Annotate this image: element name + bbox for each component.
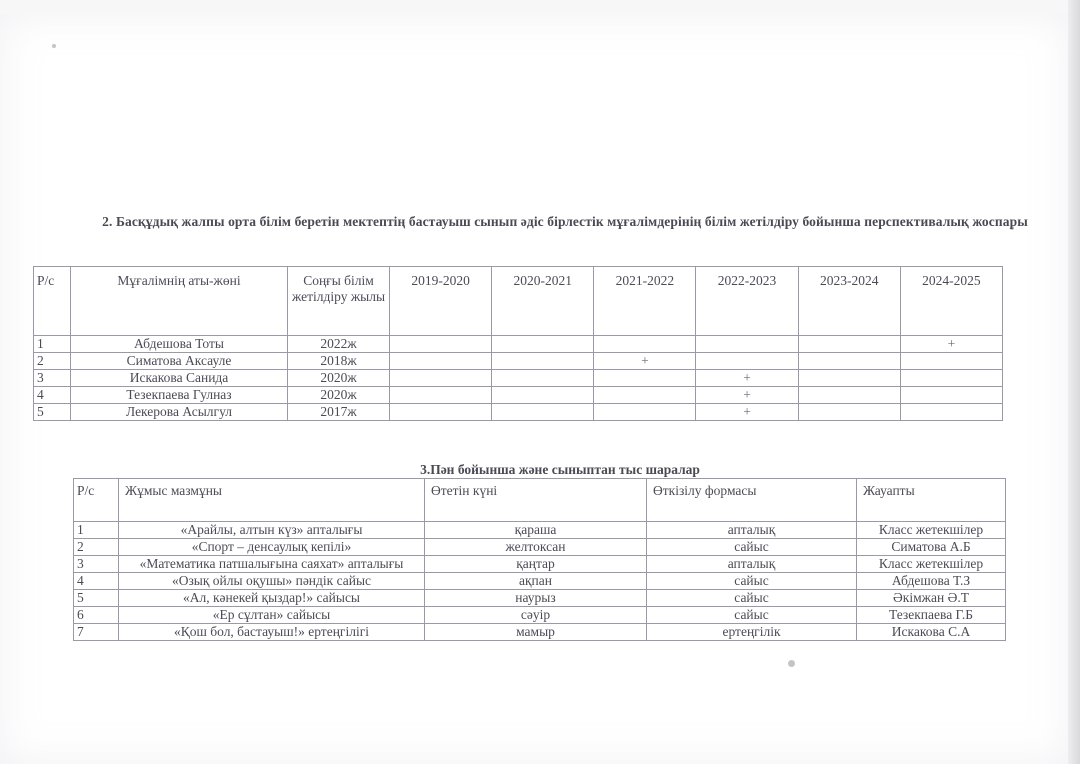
table-row <box>34 404 1003 421</box>
header-year: 2021-2022 <box>594 267 696 336</box>
activity-name: «Спорт – денсаулық кепілі» <box>119 539 425 556</box>
plan-mark: + <box>696 387 798 404</box>
table-header-row <box>74 479 1006 522</box>
scan-edge <box>1068 0 1080 764</box>
row-number: 1 <box>34 336 71 353</box>
plan-mark <box>492 387 594 404</box>
event-form: сайыс <box>647 573 857 590</box>
plan-mark <box>594 336 696 353</box>
scan-speck <box>788 660 795 667</box>
plan-mark <box>390 370 492 387</box>
plan-mark <box>900 353 1002 370</box>
table-row <box>74 573 1006 590</box>
plan-mark: + <box>594 353 696 370</box>
event-form: сайыс <box>647 607 857 624</box>
responsible-person: Әкімжан Ә.Т <box>857 590 1006 607</box>
event-form: ертеңгілік <box>647 624 857 641</box>
table-row <box>74 624 1006 641</box>
row-number: 5 <box>34 404 71 421</box>
header-last-training: Соңғы білім жетілдіру жылы <box>288 267 390 336</box>
row-number: 3 <box>34 370 71 387</box>
event-date: сәуір <box>425 607 647 624</box>
last-training-year: 2018ж <box>288 353 390 370</box>
event-date: мамыр <box>425 624 647 641</box>
row-number: 4 <box>34 387 71 404</box>
plan-mark: + <box>696 404 798 421</box>
header-name: Мұғалімнің аты-жөні <box>71 267 288 336</box>
header-no: Р/с <box>74 479 119 522</box>
plan-mark <box>492 370 594 387</box>
teacher-name: Искакова Санида <box>71 370 288 387</box>
table-row <box>34 387 1003 404</box>
plan-mark <box>492 353 594 370</box>
responsible-person: Абдешова Т.З <box>857 573 1006 590</box>
table-header-row <box>34 267 1003 336</box>
activity-name: «Қош бол, бастауыш!» ертеңгілігі <box>119 624 425 641</box>
header-year: 2022-2023 <box>696 267 798 336</box>
table-row <box>34 370 1003 387</box>
event-date: ақпан <box>425 573 647 590</box>
table-row <box>74 607 1006 624</box>
responsible-person: Симатова А.Б <box>857 539 1006 556</box>
plan-mark <box>798 370 900 387</box>
header-date: Өтетін күні <box>425 479 647 522</box>
plan-mark: + <box>696 370 798 387</box>
activity-name: «Арайлы, алтын күз» апталығы <box>119 522 425 539</box>
row-number: 4 <box>74 573 119 590</box>
plan-mark: + <box>900 336 1002 353</box>
plan-mark <box>390 336 492 353</box>
plan-mark <box>390 387 492 404</box>
training-plan-table <box>33 266 1003 421</box>
activity-name: «Математика патшалығына саяхат» апталығы <box>119 556 425 573</box>
teacher-name: Абдешова Тоты <box>71 336 288 353</box>
event-date: қаңтар <box>425 556 647 573</box>
row-number: 1 <box>74 522 119 539</box>
plan-mark <box>900 404 1002 421</box>
event-form: сайыс <box>647 539 857 556</box>
header-form: Өткізілу формасы <box>647 479 857 522</box>
plan-title: 2. Басқұдық жалпы орта білім беретін мектептің бастауыш сынып әдіс бірлестік мұғалімдерінің білім жетілдіру бойынша перспективалық жоспары <box>102 214 1028 229</box>
plan-mark <box>798 353 900 370</box>
teacher-name: Тезекпаева Гулназ <box>71 387 288 404</box>
last-training-year: 2017ж <box>288 404 390 421</box>
events-table <box>73 478 1006 641</box>
row-number: 2 <box>74 539 119 556</box>
plan-mark <box>594 370 696 387</box>
row-number: 2 <box>34 353 71 370</box>
event-form: сайыс <box>647 590 857 607</box>
events-title: 3.Пән бойынша және сыныптан тыс шаралар <box>420 462 700 477</box>
event-date: желтоксан <box>425 539 647 556</box>
header-no: Р/с <box>34 267 71 336</box>
plan-mark <box>492 336 594 353</box>
header-year: 2020-2021 <box>492 267 594 336</box>
plan-mark <box>900 387 1002 404</box>
responsible-person: Искакова С.А <box>857 624 1006 641</box>
header-year: 2023-2024 <box>798 267 900 336</box>
plan-mark <box>900 370 1002 387</box>
event-date: наурыз <box>425 590 647 607</box>
event-date: қараша <box>425 522 647 539</box>
activity-name: «Озық ойлы оқушы» пәндік сайыс <box>119 573 425 590</box>
table-row <box>74 590 1006 607</box>
table-row <box>34 353 1003 370</box>
event-form: апталық <box>647 556 857 573</box>
plan-mark <box>594 404 696 421</box>
plan-mark <box>798 387 900 404</box>
header-year: 2024-2025 <box>900 267 1002 336</box>
plan-mark <box>390 353 492 370</box>
teacher-name: Симатова Аксауле <box>71 353 288 370</box>
responsible-person: Класс жетекшілер <box>857 522 1006 539</box>
plan-mark <box>798 336 900 353</box>
table-row <box>74 556 1006 573</box>
row-number: 5 <box>74 590 119 607</box>
plan-mark <box>390 404 492 421</box>
scan-speck <box>52 44 56 48</box>
row-number: 3 <box>74 556 119 573</box>
event-form: апталық <box>647 522 857 539</box>
header-responsible: Жауапты <box>857 479 1006 522</box>
header-year: 2019-2020 <box>390 267 492 336</box>
teacher-name: Лекерова Асылгул <box>71 404 288 421</box>
plan-mark <box>798 404 900 421</box>
plan-mark <box>696 336 798 353</box>
plan-mark <box>696 353 798 370</box>
header-activity: Жұмыс мазмұны <box>119 479 425 522</box>
last-training-year: 2022ж <box>288 336 390 353</box>
table-row <box>74 522 1006 539</box>
row-number: 6 <box>74 607 119 624</box>
responsible-person: Класс жетекшілер <box>857 556 1006 573</box>
table-row <box>34 336 1003 353</box>
last-training-year: 2020ж <box>288 370 390 387</box>
table-row <box>74 539 1006 556</box>
plan-mark <box>492 404 594 421</box>
last-training-year: 2020ж <box>288 387 390 404</box>
responsible-person: Тезекпаева Г.Б <box>857 607 1006 624</box>
plan-mark <box>594 387 696 404</box>
row-number: 7 <box>74 624 119 641</box>
activity-name: «Ер сұлтан» сайысы <box>119 607 425 624</box>
activity-name: «Ал, кәнекей қыздар!» сайысы <box>119 590 425 607</box>
